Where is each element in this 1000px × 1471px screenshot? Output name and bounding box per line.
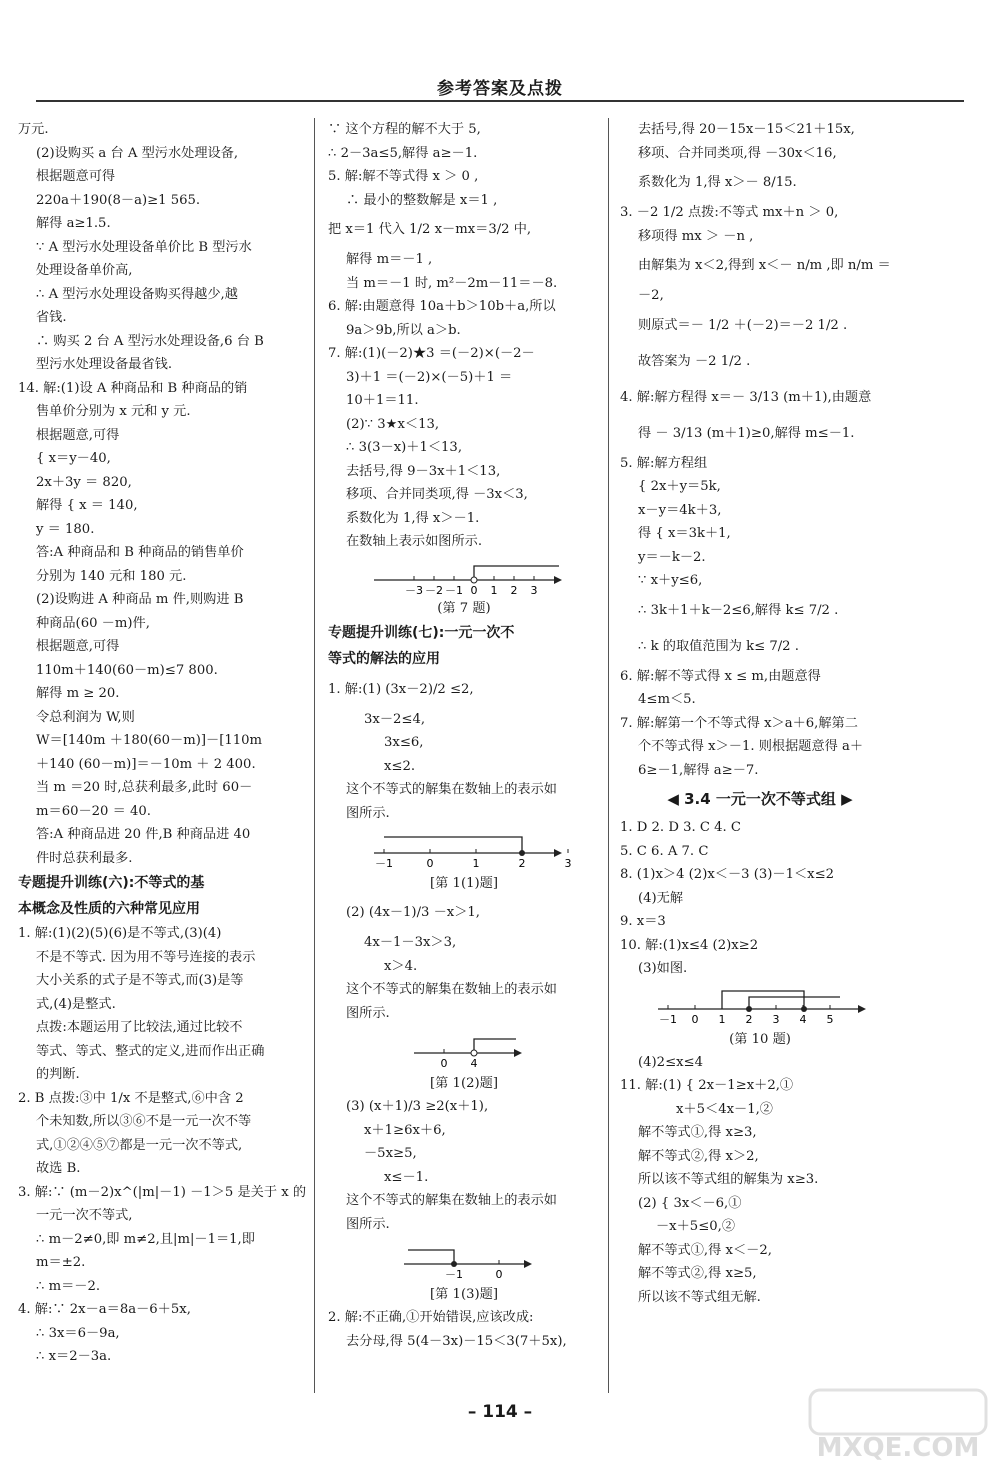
text-line: 移项、合并同类项,得 －30x＜16, — [638, 145, 837, 161]
text-line: m＝±2. — [36, 1255, 86, 1270]
page-number: – 114 – — [467, 1402, 533, 1422]
text-line: 答:A 种商品进 20 件,B 种商品进 40 — [36, 827, 251, 842]
text-line: 4x－1－3x＞3, — [364, 935, 457, 950]
tick-label: 0 — [426, 857, 434, 870]
tick-label: －1 — [659, 1012, 677, 1026]
text-line: 系数化为 1,得 x＞－ 8/15. — [638, 175, 797, 190]
text-line: 11. 解:(1) { 2x－1≥x＋2,① — [620, 1078, 794, 1093]
answer-block — [620, 816, 900, 981]
figure-caption: [第 1(3)题] — [430, 1287, 498, 1302]
tick-label: 1 — [718, 1012, 726, 1026]
text-line: 的判断. — [36, 1067, 80, 1082]
text-line: W＝[140m ＋180(60－m)]－[110m — [36, 733, 263, 748]
section-heading: 专题提升训练(六):不等式的基 — [18, 875, 205, 891]
text-line: (3) (x＋1)/3 ≥2(x＋1), — [346, 1099, 489, 1114]
tick-label: 1 — [472, 857, 480, 870]
text-line: ∴ 3x＝6－9a, — [36, 1325, 120, 1341]
text-line: 1. D 2. D 3. C 4. C — [620, 820, 741, 835]
tick-label: 2 — [745, 1012, 753, 1026]
text-line: x≤2. — [384, 758, 416, 774]
text-line: 220a＋190(8－a)≥1 565. — [36, 192, 201, 208]
text-line: ∴ 购买 2 台 A 型污水处理设备,6 台 B — [36, 333, 264, 349]
answer-block — [328, 118, 600, 554]
text-line: ∴ A 型污水处理设备购买得越少,越 — [36, 286, 238, 302]
text-line: 110m＋140(60－m)≤7 800. — [36, 662, 218, 678]
text-line: 故选 B. — [36, 1161, 81, 1176]
text-line: 2x＋3y ＝ 820, — [36, 474, 132, 490]
number-line-figure-10 — [650, 983, 870, 1027]
text-line: 省钱. — [36, 310, 67, 325]
text-line: 6≥－1,解得 a≥－7. — [638, 762, 759, 778]
text-line: 根据题意,可得 — [36, 639, 120, 654]
text-line: ∴ 3(3－x)＋1＜13, — [346, 440, 463, 455]
answer-block — [620, 1051, 900, 1310]
text-line: 种商品(60 －m)件, — [36, 615, 150, 631]
text-line: 14. 解:(1)设 A 种商品和 B 种商品的销 — [18, 380, 248, 396]
column-1 — [18, 118, 306, 1369]
text-line: －x＋5≤0,② — [656, 1219, 736, 1234]
text-line: x≤－1. — [384, 1169, 429, 1185]
text-line: 一元一次不等式, — [36, 1208, 133, 1223]
text-line: 当 m ＝20 时,总获利最多,此时 60－ — [36, 780, 253, 795]
text-line: (2) (4x－1)/3 －x＞1, — [346, 905, 480, 920]
text-line: －2, — [638, 288, 664, 303]
text-line: 不是不等式. 因为用不等号连接的表示 — [36, 949, 256, 965]
answer-block — [620, 118, 900, 782]
answer-block — [18, 118, 306, 870]
text-line: 得 { x＝3k＋1, — [638, 526, 731, 541]
page-header: 参考答案及点拨 — [437, 79, 563, 99]
tick-label: 0 — [691, 1012, 699, 1026]
text-line: 2. 解:不正确,①开始错误,应该改成: — [328, 1310, 534, 1325]
answer-block — [328, 1306, 600, 1353]
text-line: ∴ m－2≠0,即 m≠2,且|m|－1＝1,即 — [36, 1231, 255, 1247]
section-heading: 专题提升训练(七):一元一次不 — [328, 624, 515, 641]
text-line: 图所示. — [346, 1216, 390, 1232]
text-line: m＝60－20 ＝ 40. — [36, 803, 151, 819]
text-line: 4≤m＜5. — [638, 692, 696, 707]
text-line: (3)如图. — [638, 961, 688, 976]
text-line: x＋1≥6x＋6, — [364, 1122, 446, 1138]
text-line: 去分母,得 5(4－3x)－15＜3(7＋5x), — [346, 1333, 567, 1349]
text-line: 这个不等式的解集在数轴上的表示如 — [346, 1193, 557, 1208]
column-divider — [608, 118, 609, 1393]
text-line: 故答案为 －2 1/2 . — [638, 353, 751, 369]
text-line: (2)设购买 a 台 A 型污水处理设备, — [36, 145, 239, 161]
text-line: 处理设备单价高, — [36, 263, 133, 278]
text-line: x－y＝4k＋3, — [638, 502, 722, 518]
text-line: (4)2≤x≤4 — [638, 1054, 703, 1070]
figure-caption: (第 7 题) — [437, 600, 491, 616]
text-line: 6. 解:由题意得 10a＋b＞10b＋a,所以 — [328, 299, 556, 314]
tick-label: 3 — [564, 857, 572, 870]
text-line: 分别为 140 元和 180 元. — [36, 568, 187, 584]
text-line: ∴ 2－3a≤5,解得 a≥－1. — [328, 145, 478, 161]
text-line: { x＝y－40, — [36, 451, 111, 466]
text-line: 4. 解:∵ 2x－a＝8a－6＋5x, — [18, 1302, 191, 1317]
text-line: 件时总获利最多. — [36, 850, 133, 866]
answer-block — [328, 895, 600, 1025]
column-3 — [620, 118, 900, 1309]
text-line: 7. 解:(1)(－2)★3 ＝(－2)×(－2－ — [328, 346, 535, 361]
text-line: 10＋1＝11. — [346, 393, 419, 408]
text-line: 解不等式②,得 x＞2, — [638, 1148, 759, 1164]
text-line: 点拨:本题运用了比较法,通过比较不 — [36, 1020, 243, 1035]
text-line: 答:A 种商品和 B 种商品的销售单价 — [36, 545, 244, 560]
text-line: 则原式＝－ 1/2 ＋(－2)＝－2 1/2 . — [638, 317, 848, 333]
text-line: ∴ 最小的整数解是 x＝1 , — [346, 192, 498, 208]
text-line: 解得 m＝－1 , — [346, 252, 433, 267]
tick-label: 0 — [495, 1268, 503, 1281]
text-line: 当 m＝－1 时, m²－2m－11＝－8. — [346, 275, 558, 291]
tick-label: 4 — [470, 1057, 478, 1070]
text-line: 2. B 点拨:③中 1/x 不是整式,⑥中含 2 — [18, 1090, 244, 1106]
tick-label: －2 — [425, 583, 443, 597]
text-line: (2) { 3x＜－6,① — [638, 1195, 742, 1211]
text-line: 5. 解:解不等式得 x ＞ 0 , — [328, 169, 479, 184]
number-line-figure-1-2 — [404, 1027, 524, 1071]
tick-label: 3 — [772, 1012, 780, 1026]
text-line: 得 － 3/13 (m＋1)≥0,解得 m≤－1. — [638, 425, 855, 441]
text-line: 图所示. — [346, 805, 390, 821]
text-line: 9. x＝3 — [620, 914, 666, 929]
tick-label: 0 — [440, 1057, 448, 1070]
tick-label: －1 — [445, 1268, 463, 1281]
tick-label: 4 — [799, 1012, 807, 1026]
text-line: (4)无解 — [638, 890, 684, 906]
tick-label: －1 — [375, 857, 393, 870]
text-line: 3)＋1 ＝(－2)×(－5)＋1 ＝ — [346, 369, 513, 385]
text-line: ∴ 3k＋1＋k－2≤6,解得 k≤ 7/2 . — [638, 602, 839, 618]
tick-label: 2 — [510, 583, 518, 597]
text-line: (2)∵ 3★x＜13, — [346, 416, 440, 432]
tick-label: 5 — [826, 1012, 834, 1026]
text-line: －5x≥5, — [364, 1146, 417, 1161]
text-line: 3x－2≤4, — [364, 711, 426, 727]
column-2 — [328, 118, 600, 1353]
text-line: 个未知数,所以③⑥不是一元一次不等 — [36, 1114, 252, 1129]
text-line: 令总利润为 W,则 — [36, 709, 135, 725]
watermark-text: MXQE.COM — [816, 1433, 980, 1463]
section-title: ◀ 3.4 一元一次不等式组 ▶ — [667, 790, 853, 808]
text-line: 售单价分别为 x 元和 y 元. — [36, 404, 191, 419]
text-line: 8. (1)x＞4 (2)x＜－3 (3)－1＜x≤2 — [620, 867, 835, 882]
text-line: 图所示. — [346, 1005, 390, 1021]
text-line: { 2x＋y＝5k, — [638, 479, 721, 494]
text-line: ∵ A 型污水处理设备单价比 B 型污水 — [36, 239, 252, 255]
text-line: 1. 解:(1)(2)(5)(6)是不等式,(3)(4) — [18, 926, 222, 941]
text-line: 9a＞9b,所以 a＞b. — [346, 322, 461, 338]
text-line: ∴ k 的取值范围为 k≤ 7/2 . — [638, 638, 799, 654]
text-line: ∵ 这个方程的解不大于 5, — [328, 122, 481, 137]
text-line: ＋140 (60－m)]＝－10m ＋ 2 400. — [36, 756, 256, 772]
text-line: 这个不等式的解集在数轴上的表示如 — [346, 782, 557, 797]
text-line: 等式、等式、整式的定义,进而作出正确 — [36, 1043, 265, 1059]
text-line: 解得 a≥1.5. — [36, 216, 111, 231]
text-line: 3. －2 1/2 点拨:不等式 mx＋n ＞ 0, — [620, 205, 839, 220]
column-divider — [314, 118, 315, 1393]
text-line: ∴ m＝－2. — [36, 1278, 101, 1294]
text-line: 系数化为 1,得 x＞－1. — [346, 510, 480, 526]
text-line: x＋5＜4x－1,② — [676, 1101, 773, 1117]
text-line: 5. C 6. A 7. C — [620, 843, 709, 859]
text-line: 解不等式①,得 x≥3, — [638, 1125, 757, 1140]
text-line: ∵ x＋y≤6, — [638, 573, 703, 588]
text-line: 式,(4)是整式. — [36, 996, 116, 1012]
text-line: 4. 解:解方程得 x＝－ 3/13 (m＋1),由题意 — [620, 389, 872, 405]
text-line: 式,①②④⑤⑦都是一元一次不等式, — [36, 1137, 243, 1153]
text-line: 由解集为 x＜2,得到 x＜－ n/m ,即 n/m ＝ — [638, 258, 891, 273]
text-line: 去括号,得 9－3x＋1＜13, — [346, 463, 501, 479]
tick-label: －1 — [445, 583, 463, 597]
text-line: 解得 { x ＝ 140, — [36, 498, 138, 513]
figure-caption: [第 1(1)题] — [430, 876, 498, 891]
text-line: 个不等式得 x＞－1. 则根据题意得 a＋ — [638, 739, 864, 754]
text-line: 移项、合并同类项,得 －3x＜3, — [346, 487, 528, 502]
text-line: 去括号,得 20－15x－15＜21＋15x, — [638, 122, 855, 137]
text-line: 解不等式②,得 x≥5, — [638, 1266, 757, 1281]
text-line: 型污水处理设备最省钱. — [36, 357, 173, 372]
text-line: ∴ x＝2－3a. — [36, 1349, 112, 1364]
text-line: 这个不等式的解集在数轴上的表示如 — [346, 982, 557, 997]
text-line: 7. 解:解第一个不等式得 x＞a＋6,解第二 — [620, 715, 858, 731]
text-line: x＞4. — [384, 958, 418, 974]
text-line: 1. 解:(1) (3x－2)/2 ≤2, — [328, 681, 474, 697]
text-line: 解不等式①,得 x＜－2, — [638, 1242, 772, 1258]
text-line: 根据题意,可得 — [36, 427, 120, 443]
tick-label: 2 — [518, 857, 526, 870]
number-line-figure-7 — [364, 556, 564, 596]
text-line: 大小关系的式子是不等式,而(3)是等 — [36, 973, 244, 988]
text-line: 根据题意可得 — [36, 169, 116, 184]
watermark-logo — [808, 1388, 988, 1464]
answer-block — [18, 922, 306, 1369]
text-line: (2)设购进 A 种商品 m 件,则购进 B — [36, 592, 244, 607]
figure-caption: (第 10 题) — [729, 1031, 791, 1047]
answer-block — [328, 672, 600, 826]
text-line: 6. 解:解不等式得 x ≤ m,由题意得 — [620, 668, 821, 684]
tick-label: 1 — [490, 583, 498, 597]
text-line: 把 x＝1 代入 1/2 x－mx＝3/2 中, — [328, 222, 532, 237]
tick-label: －3 — [405, 583, 423, 597]
text-line: 所以该不等式组的解集为 x≥3. — [638, 1172, 819, 1187]
text-line: 3. 解:∵ (m－2)x^(|m|－1) －1＞5 是关于 x 的 — [18, 1184, 307, 1200]
text-line: 解得 m ≥ 20. — [36, 686, 120, 701]
text-line: 移项得 mx ＞ －n , — [638, 228, 754, 244]
figure-caption: [第 1(2)题] — [430, 1076, 498, 1091]
text-line: 3x≤6, — [384, 735, 424, 750]
text-line: 10. 解:(1)x≤4 (2)x≥2 — [620, 937, 759, 953]
text-line: y＝－k－2. — [638, 549, 706, 565]
section-heading: 等式的解法的应用 — [328, 650, 440, 667]
text-line: y ＝ 180. — [36, 521, 95, 537]
tick-label: 3 — [530, 583, 538, 597]
text-line: 在数轴上表示如图所示. — [346, 534, 483, 549]
tick-label: 0 — [470, 583, 478, 597]
header-rule — [36, 100, 964, 102]
text-line: 万元. — [18, 122, 49, 137]
text-line: 所以该不等式组无解. — [638, 1289, 761, 1305]
section-heading: 本概念及性质的六种常见应用 — [18, 901, 200, 917]
number-line-figure-1-1 — [364, 827, 572, 871]
text-line: 5. 解:解方程组 — [620, 455, 708, 471]
answer-block — [328, 1095, 600, 1236]
number-line-figure-1-3 — [394, 1238, 534, 1282]
